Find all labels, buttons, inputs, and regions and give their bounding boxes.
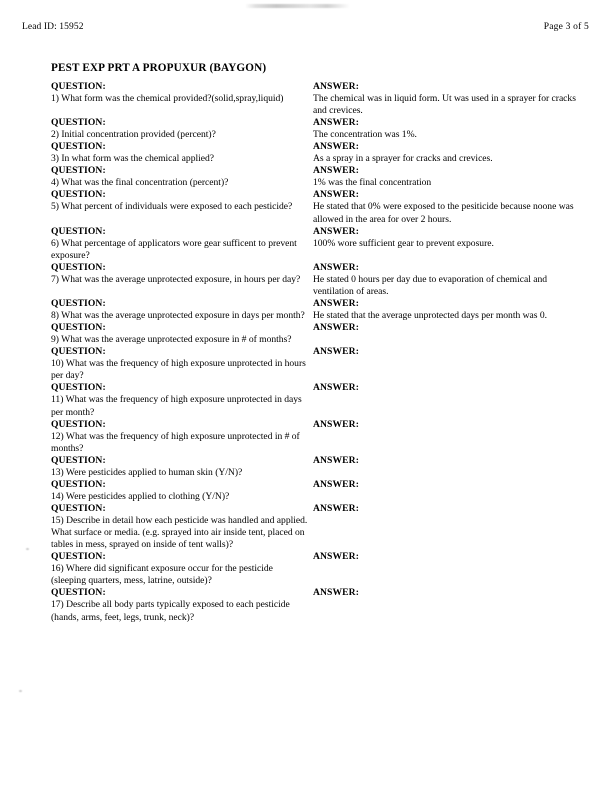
question-text: 12) What was the frequency of high exposure unprotected in # of months? bbox=[51, 430, 300, 454]
qa-label-row bbox=[51, 382, 581, 394]
qa-text-row bbox=[51, 153, 581, 165]
answer-text bbox=[313, 358, 581, 382]
qa-label-row bbox=[51, 551, 581, 563]
answer-label: ANSWER: bbox=[313, 322, 360, 334]
answer-label: ANSWER: bbox=[313, 225, 360, 237]
qa-text-row bbox=[51, 358, 581, 382]
answer-text: He stated that 0% were exposed to the pesiticide because noone was allowed in the area for over 2 hours. bbox=[313, 201, 574, 225]
qa-label-row bbox=[51, 346, 581, 358]
qa-text-row bbox=[51, 310, 581, 322]
answer-text: He stated 0 hours per day due to evaporation of chemical and ventilation of areas. bbox=[313, 273, 548, 297]
question-label: QUESTION: bbox=[51, 478, 106, 490]
answer-text: He stated that the average unprotected days per month was 0. bbox=[313, 310, 548, 322]
document-body bbox=[51, 62, 581, 624]
question-text: 4) What was the final concentration (percent)? bbox=[51, 177, 229, 189]
qa-label-row bbox=[51, 503, 581, 515]
question-text: 16) Where did significant exposure occur for the pesticide (sleeping quarters, mess, latrine, outside)? bbox=[51, 563, 273, 587]
answer-text bbox=[313, 467, 581, 479]
answer-text: As a spray in a sprayer for cracks and crevices. bbox=[313, 153, 493, 165]
question-label: QUESTION: bbox=[51, 502, 106, 514]
answer-text: The chemical was in liquid form. Ut was used in a sprayer for cracks and crevices. bbox=[313, 93, 576, 117]
scan-artifact-smudge bbox=[245, 4, 350, 8]
answer-text bbox=[313, 515, 581, 551]
answer-text: 1% was the final concentration bbox=[313, 177, 432, 189]
question-text: 15) Describe in detail how each pesticide was handled and applied. What surface or media. (e.g. sprayed into air inside tent, placed on tables in mess, sprayed on inside of tent walls)? bbox=[51, 514, 308, 551]
scan-artifact-speck bbox=[26, 548, 29, 550]
qa-label-row bbox=[51, 141, 581, 153]
qa-label-row bbox=[51, 419, 581, 431]
qa-text-row bbox=[51, 563, 581, 587]
answer-text: 100% wore sufficient gear to prevent exposure. bbox=[313, 237, 494, 249]
question-text: 1) What form was the chemical provided?(solid,spray,liquid) bbox=[51, 93, 284, 104]
question-label: QUESTION: bbox=[51, 298, 106, 310]
answer-text bbox=[313, 431, 581, 455]
qa-text-row bbox=[51, 177, 581, 189]
question-label: QUESTION: bbox=[51, 454, 106, 466]
answer-text bbox=[313, 394, 581, 418]
answer-label: ANSWER: bbox=[313, 298, 360, 310]
question-text: 7) What was the average unprotected exposure, in hours per day? bbox=[51, 273, 301, 285]
question-label: QUESTION: bbox=[51, 141, 106, 153]
question-text: 13) Were pesticides applied to human skin (Y/N)? bbox=[51, 466, 243, 478]
qa-text-row bbox=[51, 599, 581, 623]
qa-table bbox=[51, 81, 581, 624]
qa-text-row bbox=[51, 515, 581, 551]
qa-label-row bbox=[51, 322, 581, 334]
question-label: QUESTION: bbox=[51, 551, 106, 563]
answer-text bbox=[313, 563, 581, 587]
question-label: QUESTION: bbox=[51, 382, 106, 394]
answer-text bbox=[313, 599, 581, 623]
qa-label-row bbox=[51, 226, 581, 238]
answer-label: ANSWER: bbox=[313, 346, 360, 358]
question-label: QUESTION: bbox=[51, 346, 106, 358]
qa-text-row bbox=[51, 394, 581, 418]
qa-text-row bbox=[51, 201, 581, 225]
answer-label: ANSWER: bbox=[313, 478, 360, 490]
page-number: Page 3 of 5 bbox=[543, 22, 589, 32]
question-label: QUESTION: bbox=[51, 418, 106, 430]
qa-label-row bbox=[51, 117, 581, 129]
qa-label-row bbox=[51, 165, 581, 177]
question-label: QUESTION: bbox=[51, 225, 106, 237]
running-head bbox=[22, 22, 589, 36]
question-text: 2) Initial concentration provided (percent)? bbox=[51, 129, 216, 141]
answer-label: ANSWER: bbox=[313, 165, 360, 177]
qa-text-row bbox=[51, 334, 581, 346]
answer-label: ANSWER: bbox=[313, 81, 360, 92]
question-label: QUESTION: bbox=[51, 587, 106, 599]
qa-label-row bbox=[51, 189, 581, 201]
qa-text-row bbox=[51, 491, 581, 503]
question-label: QUESTION: bbox=[51, 322, 106, 334]
qa-label-row bbox=[51, 455, 581, 467]
question-text: 17) Describe all body parts typically exposed to each pesticide (hands, arms, feet, legs, trunk, neck)? bbox=[51, 599, 290, 623]
question-text: 8) What was the average unprotected exposure in days per month? bbox=[51, 310, 305, 322]
question-text: 14) Were pesticides applied to clothing (Y/N)? bbox=[51, 490, 230, 502]
qa-text-row bbox=[51, 431, 581, 455]
qa-text-row bbox=[51, 129, 581, 141]
answer-label: ANSWER: bbox=[313, 551, 360, 563]
qa-text-row bbox=[51, 238, 581, 262]
answer-label: ANSWER: bbox=[313, 261, 360, 273]
answer-text bbox=[313, 491, 581, 503]
question-text: 3) In what form was the chemical applied? bbox=[51, 153, 215, 165]
answer-label: ANSWER: bbox=[313, 418, 360, 430]
answer-label: ANSWER: bbox=[313, 117, 360, 129]
answer-text: The concentration was 1%. bbox=[313, 129, 417, 141]
answer-label: ANSWER: bbox=[313, 502, 360, 514]
question-text: 6) What percentage of applicators wore gear sufficent to prevent exposure? bbox=[51, 237, 297, 261]
question-text: 5) What percent of individuals were exposed to each pesticide? bbox=[51, 201, 293, 213]
question-text: 10) What was the frequency of high exposure unprotected in hours per day? bbox=[51, 358, 306, 382]
question-label: QUESTION: bbox=[51, 81, 106, 92]
question-label: QUESTION: bbox=[51, 165, 106, 177]
qa-text-row bbox=[51, 93, 581, 117]
answer-label: ANSWER: bbox=[313, 141, 360, 153]
qa-text-row bbox=[51, 467, 581, 479]
qa-label-row bbox=[51, 587, 581, 599]
qa-label-row bbox=[51, 262, 581, 274]
qa-label-row bbox=[51, 479, 581, 491]
answer-label: ANSWER: bbox=[313, 189, 360, 201]
question-label: QUESTION: bbox=[51, 189, 106, 201]
question-text: 9) What was the average unprotected exposure in # of months? bbox=[51, 334, 292, 346]
page-title: PEST EXP PRT A PROPUXUR (BAYGON) bbox=[51, 62, 267, 74]
qa-label-row bbox=[51, 298, 581, 310]
answer-text bbox=[313, 334, 581, 346]
answer-label: ANSWER: bbox=[313, 587, 360, 599]
scan-artifact-speck bbox=[19, 690, 22, 692]
answer-label: ANSWER: bbox=[313, 382, 360, 394]
qa-label-row bbox=[51, 81, 581, 93]
question-text: 11) What was the frequency of high exposure unprotected in days per month? bbox=[51, 394, 302, 418]
question-label: QUESTION: bbox=[51, 261, 106, 273]
lead-id: Lead ID: 15952 bbox=[22, 22, 84, 32]
qa-text-row bbox=[51, 274, 581, 298]
question-label: QUESTION: bbox=[51, 117, 106, 129]
answer-label: ANSWER: bbox=[313, 454, 360, 466]
